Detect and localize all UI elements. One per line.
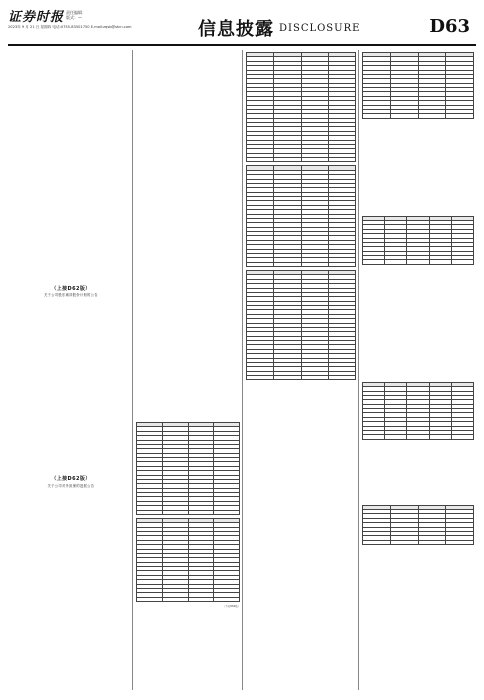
body-text: [136, 50, 240, 420]
editor-credits: 责任编辑： 版式：—: [66, 10, 86, 20]
section-title: 信息披露: [198, 19, 274, 40]
data-table: [136, 518, 240, 602]
body-text: [362, 443, 474, 503]
data-table: [246, 270, 356, 380]
data-table: [362, 216, 474, 265]
data-table: [246, 165, 356, 267]
masthead: [0, 0, 484, 46]
header-rule: [8, 44, 476, 46]
column-separator: [132, 50, 133, 690]
header-contact-line: 2023年 9 月 21 日 星期四 电话:0755-83501750 E-mail:zqsb@stcn.com: [8, 25, 132, 29]
column-4: [362, 50, 474, 690]
column-separator: [242, 50, 243, 690]
continued-note: （下转D64版）: [223, 605, 240, 608]
body-text: [12, 50, 130, 282]
column-separator: [358, 50, 359, 690]
article-headline: （上接D62版） 关于公司股东减持股份计划的公告: [44, 286, 98, 298]
column-1: [12, 50, 130, 690]
column-3: [246, 50, 356, 690]
data-table: [246, 52, 356, 162]
data-table: [362, 52, 474, 119]
body-text: [362, 122, 474, 214]
page-number: D63: [429, 16, 470, 37]
section-title-en: DISCLOSURE: [279, 23, 361, 34]
data-table: [362, 382, 474, 440]
column-2: [136, 50, 240, 690]
data-table: [136, 422, 240, 515]
body-text: [12, 493, 130, 683]
body-text: [362, 268, 474, 380]
data-table: [362, 505, 474, 545]
newspaper-logo: 证券时报: [8, 10, 65, 25]
body-text: [12, 302, 130, 472]
article-headline: （上接D62版） 关于公司对外担保的进展公告: [47, 476, 95, 488]
